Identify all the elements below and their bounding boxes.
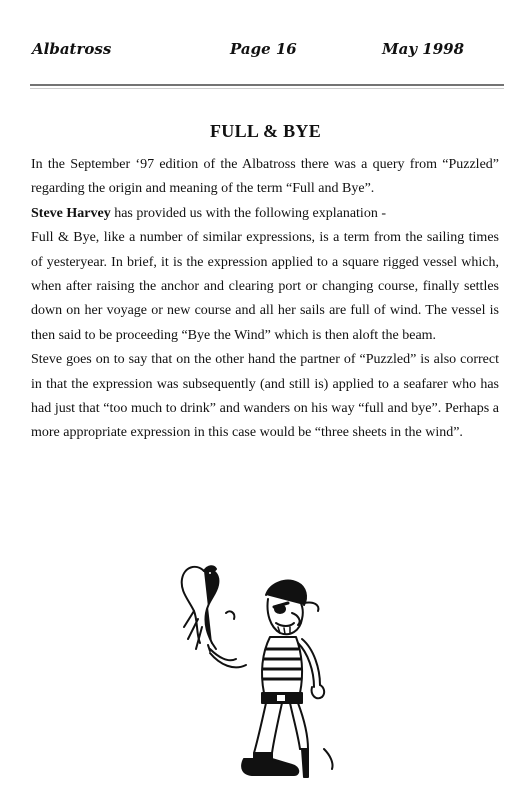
- pirate-legs: [242, 703, 332, 777]
- pirate-head: [266, 581, 318, 635]
- article-body: [31, 153, 499, 446]
- article-title: FULL & BYE: [209, 121, 322, 141]
- issue-date: May 1998: [382, 40, 465, 58]
- second-meaning-paragraph: Steve goes on to say that on the other hand the partner of “Puzzled” is also correct in that the expression was subsequently (and still is) applied to a seafarer who has had just that “too much to drink” and wanders on his way “full and bye”. Perhaps a more appropriate expression in this case would be “three sheets in the wind”.: [31, 352, 499, 441]
- author-line: has provided us with the following explanation -: [110, 205, 386, 221]
- page-header: [32, 40, 502, 66]
- explanation-paragraph: Full & Bye, like a number of similar expressions, is a term from the sailing times of yesteryear. In brief, it is the expression applied to a square rigged vessel which, when after raising the anchor and clearing port or changing course, finally settles down on her voyage or new course and all her sails are full of wind. The vessel is then said to be proceeding “Bye the Wind” which is then aloft the beam.: [31, 230, 499, 343]
- author-paragraph: [31, 202, 499, 226]
- parrot-icon: [182, 566, 219, 651]
- pirate-torso: [262, 637, 302, 703]
- author-name: Steve Harvey: [31, 205, 111, 221]
- pirate-with-parrot-icon: [174, 553, 364, 783]
- page-number: Page 16: [230, 40, 297, 58]
- publication-name: Albatross: [32, 40, 112, 58]
- header-rule-shadow: [30, 88, 504, 89]
- intro-paragraph: In the September ‘97 edition of the Albatross there was a query from “Puzzled” regarding the origin and meaning of the term “Full and Bye”.: [31, 157, 499, 197]
- header-rule: [30, 84, 504, 86]
